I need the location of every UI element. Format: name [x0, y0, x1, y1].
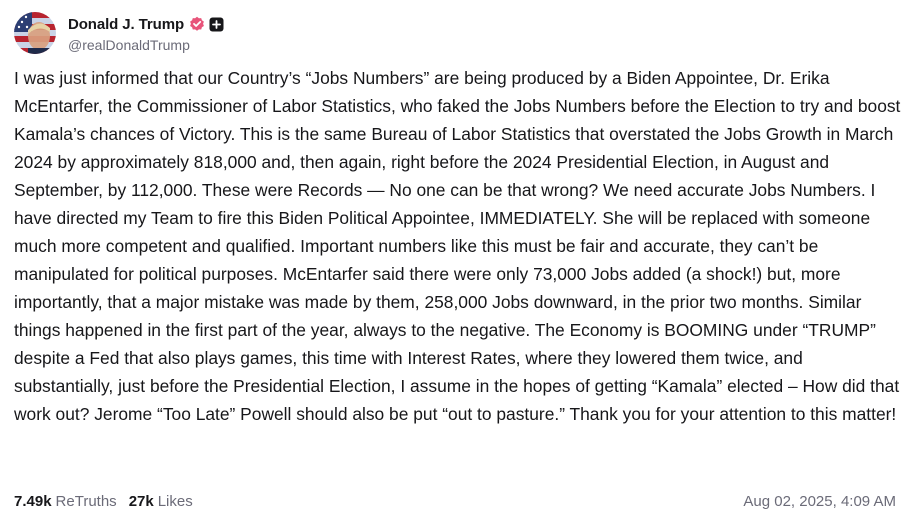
post-footer: [14, 493, 896, 510]
verified-badge-icon: [189, 16, 205, 32]
plus-badge-icon[interactable]: [209, 17, 224, 32]
likes-count: 27k: [128, 493, 154, 510]
retruths-label: ReTruths: [55, 493, 117, 510]
author-names: [68, 13, 224, 53]
avatar-image: [14, 12, 56, 54]
retruths-stat[interactable]: [14, 493, 117, 510]
author-handle[interactable]: @realDonaldTrump: [68, 37, 190, 53]
post-timestamp[interactable]: Aug 02, 2025, 4:09 AM: [743, 493, 896, 510]
avatar[interactable]: [14, 12, 56, 54]
likes-stat[interactable]: [129, 493, 193, 510]
likes-label: Likes: [157, 493, 193, 510]
post-header: [14, 12, 224, 54]
retruths-count: 7.49k: [14, 493, 52, 510]
display-name[interactable]: Donald J. Trump: [68, 15, 185, 33]
name-row: [68, 13, 224, 35]
post-stats: [14, 493, 205, 510]
post-body: I was just informed that our Country’s “Jobs Numbers” are being produced by a Biden Appointee, Dr. Erika McEntarfer, the Commissioner of Labor Statistics, who faked the Jobs Numbers before the Election to try and boost Kamala’s chances of Victory. This is the same Bureau of Labor Statistics that overstated the Jobs Growth in March 2024 by approximately 818,000 and, then again, right before the 2024 Presidential Election, in August and September, by 112,000. These were Records — No one can be that wrong? We need accurate Jobs Numbers. I have directed my Team to fire this Biden Political Appointee, IMMEDIATELY. She will be replaced with someone much more competent and qualified. Important numbers like this must be fair and accurate, they can’t be manipulated for political purposes. McEntarfer said there were only 73,000 Jobs added (a shock!) but, more importantly, that a major mistake was made by them, 258,000 Jobs downward, in the prior two months. Similar things happened in the first part of the year, always to the negative. The Economy is BOOMING under “TRUMP” despite a Fed that also plays games, this time with Interest Rates, where they lowered them twice, and substantially, just before the Presidential Election, I assume in the hopes of getting “Kamala” elected – How did that work out? Jerome “Too Late” Powell should also be put “out to pasture.” Thank you for your attention to this matter!: [14, 68, 901, 424]
